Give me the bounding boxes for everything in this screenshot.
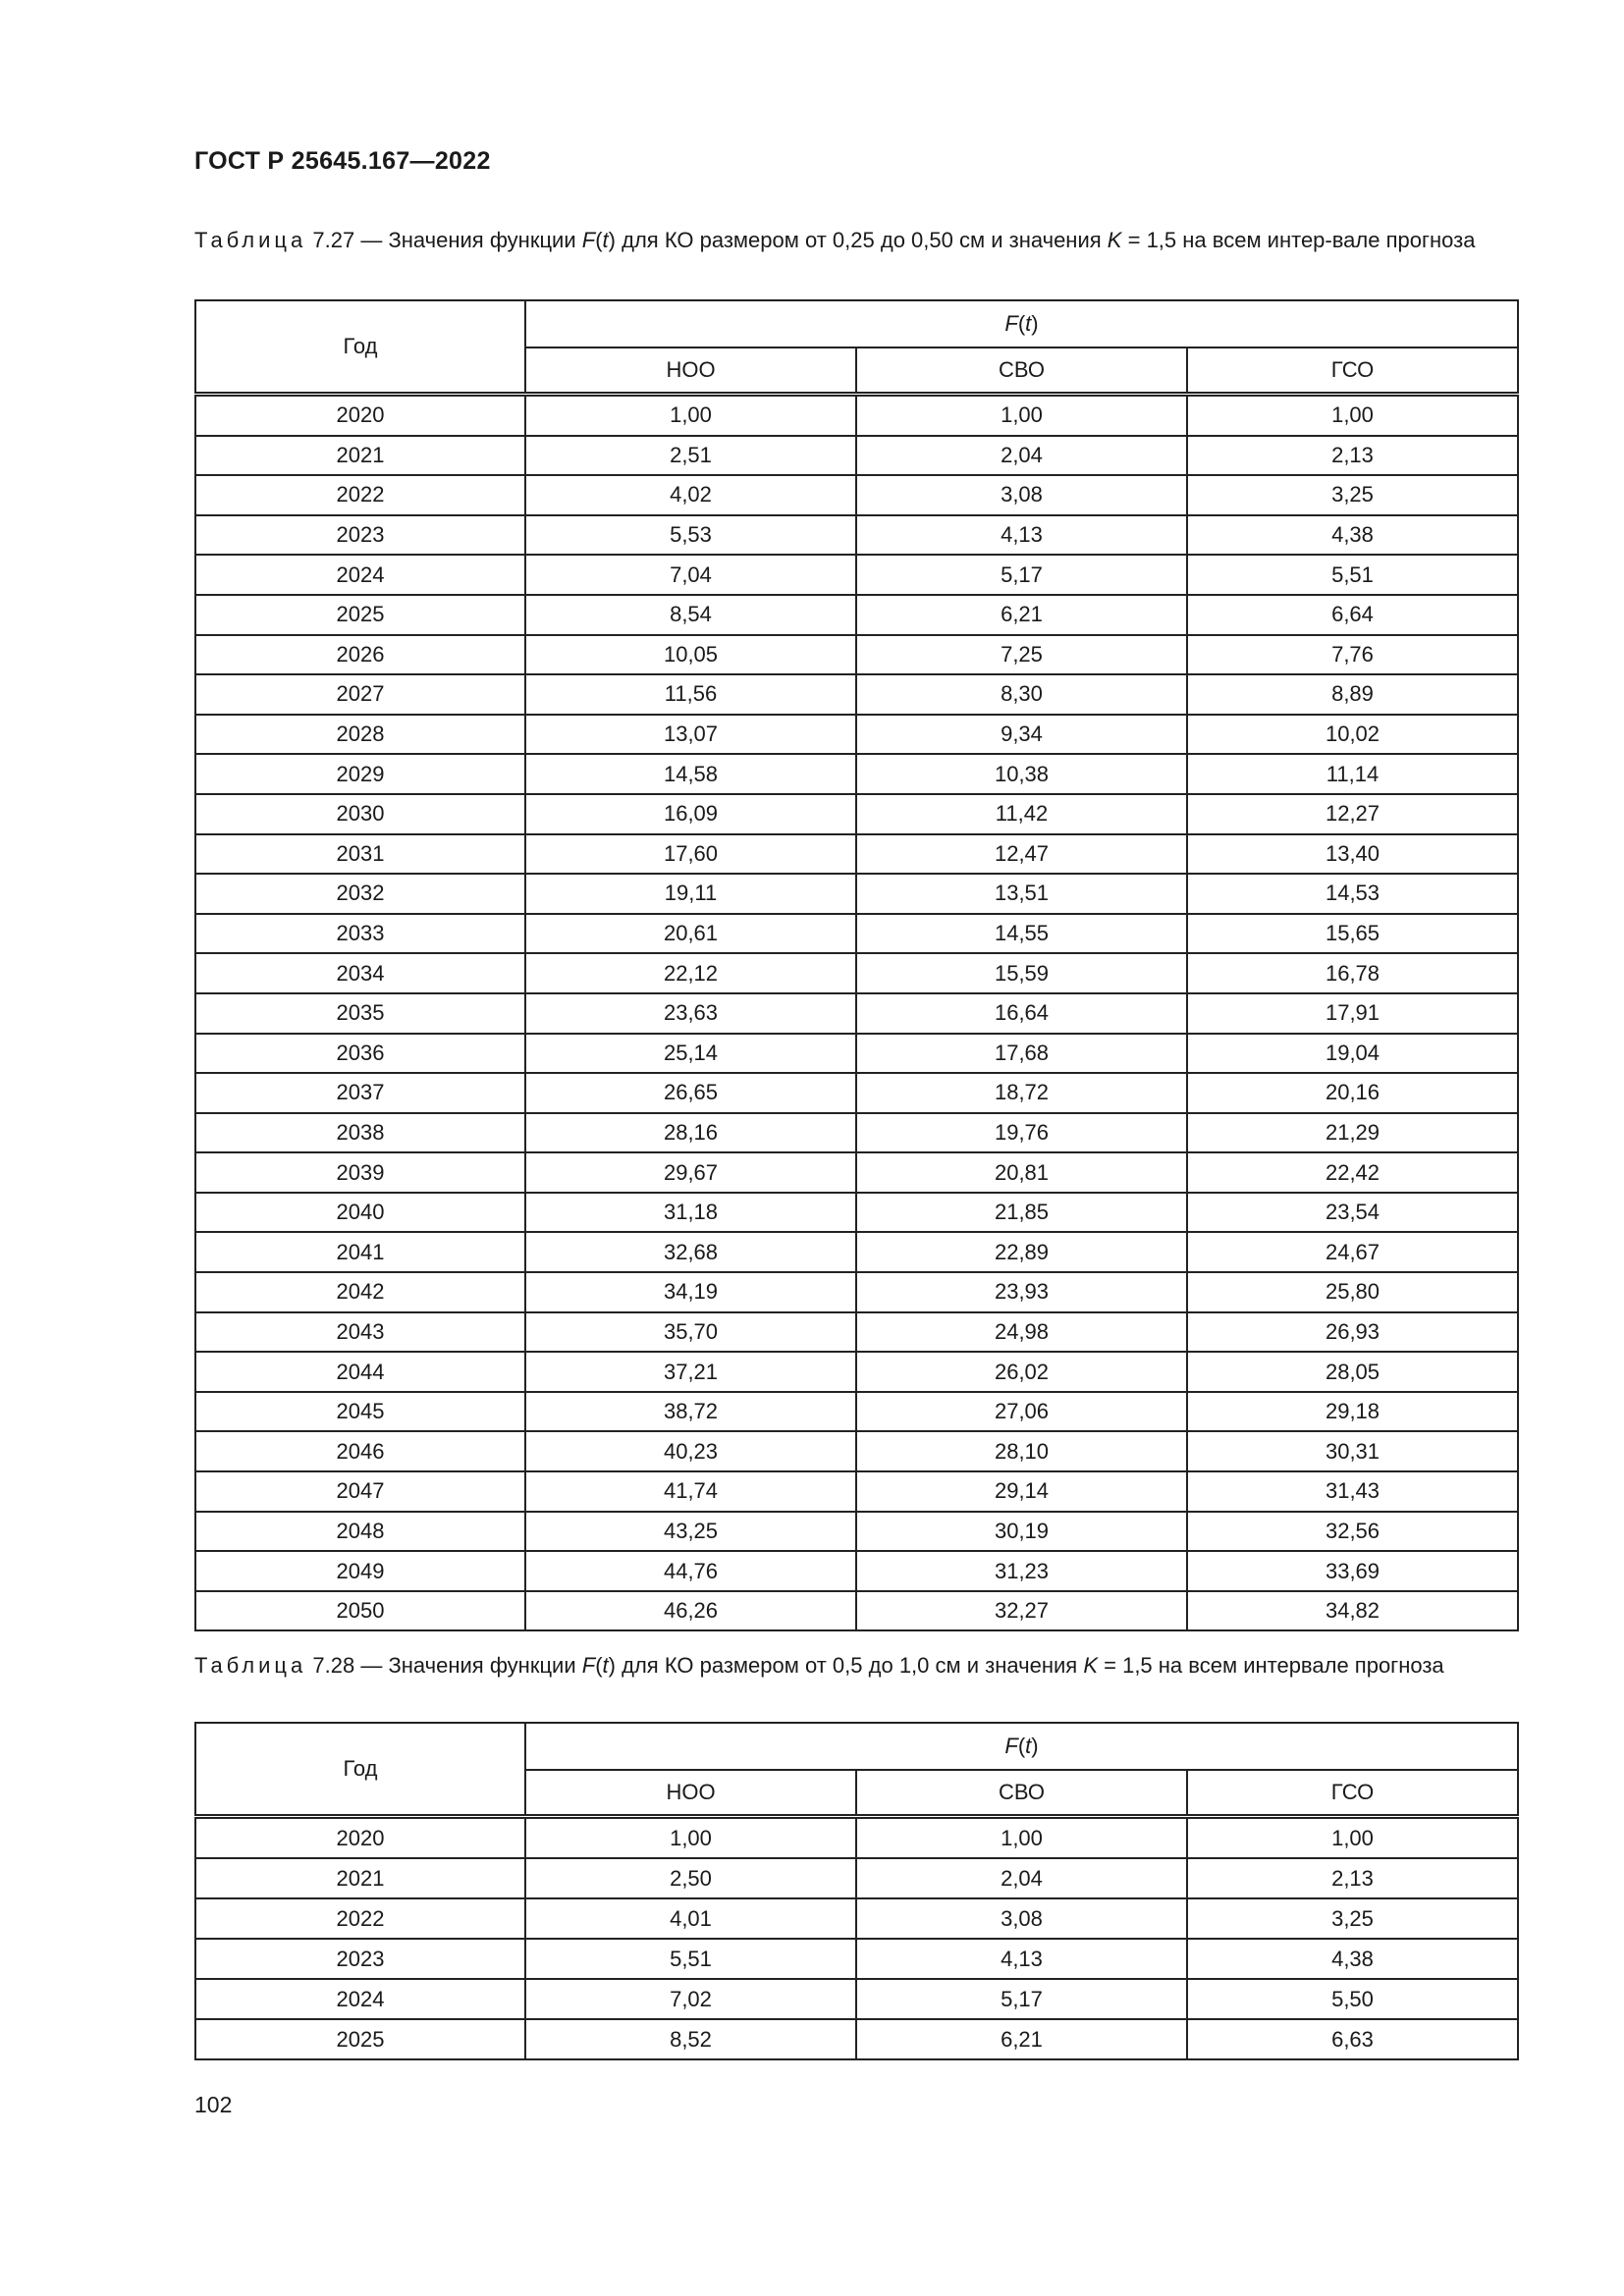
cell-noo: 31,18: [525, 1193, 856, 1233]
table-row: [195, 635, 1518, 675]
cell-svo: 23,93: [856, 1272, 1187, 1312]
cell-noo: 29,67: [525, 1152, 856, 1193]
cell-year: 2037: [195, 1073, 525, 1113]
table-row: [195, 1113, 1518, 1153]
cell-svo: 15,59: [856, 953, 1187, 993]
cell-gso: 12,27: [1187, 794, 1518, 834]
cell-noo: 4,01: [525, 1898, 856, 1939]
cell-svo: 10,38: [856, 754, 1187, 794]
table-row: [195, 1591, 1518, 1631]
cell-year: 2031: [195, 834, 525, 875]
cell-noo: 20,61: [525, 914, 856, 954]
cell-noo: 7,02: [525, 1979, 856, 2019]
cell-gso: 3,25: [1187, 1898, 1518, 1939]
cell-year: 2020: [195, 395, 525, 436]
cell-gso: 17,91: [1187, 993, 1518, 1034]
cell-svo: 28,10: [856, 1431, 1187, 1471]
table-row: [195, 1193, 1518, 1233]
cell-noo: 32,68: [525, 1232, 856, 1272]
table-row: [195, 2019, 1518, 2059]
cell-year: 2041: [195, 1232, 525, 1272]
table-caption: Таблица 7.27 — Значения функции F(t) для КО размером от 0,25 до 0,50 см и значения K = 1,5 на всем интер-вале прогноза: [194, 228, 1476, 252]
cell-svo: 17,68: [856, 1034, 1187, 1074]
function-symbol: F: [581, 1653, 596, 1678]
cell-svo: 12,47: [856, 834, 1187, 875]
table-row: [195, 674, 1518, 715]
cell-year: 2022: [195, 1898, 525, 1939]
cell-noo: 5,51: [525, 1939, 856, 1979]
cell-gso: 7,76: [1187, 635, 1518, 675]
document-header: ГОСТ Р 25645.167—2022: [194, 147, 491, 175]
cell-svo: 5,17: [856, 555, 1187, 595]
table-row: [195, 1431, 1518, 1471]
cell-svo: 14,55: [856, 914, 1187, 954]
cell-noo: 37,21: [525, 1352, 856, 1392]
cell-gso: 23,54: [1187, 1193, 1518, 1233]
table-row: [195, 595, 1518, 635]
cell-noo: 28,16: [525, 1113, 856, 1153]
cell-svo: 21,85: [856, 1193, 1187, 1233]
cell-gso: 34,82: [1187, 1591, 1518, 1631]
cell-svo: 4,13: [856, 515, 1187, 556]
cell-year: 2028: [195, 715, 525, 755]
cell-svo: 19,76: [856, 1113, 1187, 1153]
function-symbol: F: [1004, 1734, 1018, 1758]
table-number: 7.28: [312, 1653, 355, 1678]
cell-gso: 26,93: [1187, 1312, 1518, 1353]
table-caption: Таблица 7.28 — Значения функции F(t) для КО размером от 0,5 до 1,0 см и значения K = 1,5 на всем интервале прогноза: [194, 1653, 1444, 1678]
table-row: [195, 1232, 1518, 1272]
cell-year: 2040: [195, 1193, 525, 1233]
table-row: [195, 874, 1518, 914]
cell-year: 2027: [195, 674, 525, 715]
cell-year: 2032: [195, 874, 525, 914]
cell-svo: 2,04: [856, 436, 1187, 476]
cell-year: 2043: [195, 1312, 525, 1353]
table-row: [195, 953, 1518, 993]
cell-svo: 29,14: [856, 1471, 1187, 1512]
cell-year: 2023: [195, 515, 525, 556]
caption-text: Значения функции: [388, 228, 576, 252]
table-row: [195, 395, 1518, 436]
cell-year: 2047: [195, 1471, 525, 1512]
cell-gso: 8,89: [1187, 674, 1518, 715]
column-header-year: Год: [195, 1723, 525, 1817]
cell-year: 2020: [195, 1817, 525, 1859]
cell-noo: 44,76: [525, 1551, 856, 1591]
table-number: 7.27: [312, 228, 355, 252]
cell-gso: 28,05: [1187, 1352, 1518, 1392]
cell-year: 2035: [195, 993, 525, 1034]
cell-gso: 30,31: [1187, 1431, 1518, 1471]
cell-gso: 1,00: [1187, 1817, 1518, 1859]
cell-noo: 34,19: [525, 1272, 856, 1312]
function-arg: t: [602, 228, 609, 252]
cell-year: 2022: [195, 475, 525, 515]
cell-year: 2023: [195, 1939, 525, 1979]
cell-year: 2025: [195, 595, 525, 635]
cell-svo: 1,00: [856, 395, 1187, 436]
cell-gso: 10,02: [1187, 715, 1518, 755]
table-label: Таблица: [194, 228, 307, 252]
cell-year: 2049: [195, 1551, 525, 1591]
cell-gso: 19,04: [1187, 1034, 1518, 1074]
column-header-gso: ГСО: [1187, 347, 1518, 395]
cell-year: 2021: [195, 1858, 525, 1898]
table-row: [195, 1817, 1518, 1859]
cell-year: 2048: [195, 1512, 525, 1552]
cell-noo: 23,63: [525, 993, 856, 1034]
cell-noo: 1,00: [525, 395, 856, 436]
cell-year: 2050: [195, 1591, 525, 1631]
table-row: [195, 1352, 1518, 1392]
cell-gso: 14,53: [1187, 874, 1518, 914]
cell-svo: 7,25: [856, 635, 1187, 675]
table-row: [195, 1034, 1518, 1074]
cell-noo: 2,50: [525, 1858, 856, 1898]
cell-noo: 4,02: [525, 475, 856, 515]
table-label: Таблица: [194, 1653, 307, 1678]
cell-year: 2021: [195, 436, 525, 476]
function-arg: t: [1025, 1734, 1032, 1758]
cell-gso: 6,63: [1187, 2019, 1518, 2059]
caption-text: = 1,5 на всем интер-вале прогноза: [1127, 228, 1476, 252]
cell-year: 2038: [195, 1113, 525, 1153]
cell-gso: 31,43: [1187, 1471, 1518, 1512]
table-row: [195, 1152, 1518, 1193]
column-group-header: F(t): [525, 300, 1518, 347]
cell-gso: 15,65: [1187, 914, 1518, 954]
cell-noo: 17,60: [525, 834, 856, 875]
cell-noo: 8,54: [525, 595, 856, 635]
cell-svo: 22,89: [856, 1232, 1187, 1272]
cell-gso: 22,42: [1187, 1152, 1518, 1193]
function-arg: t: [1025, 311, 1032, 336]
cell-gso: 13,40: [1187, 834, 1518, 875]
cell-noo: 16,09: [525, 794, 856, 834]
table-row: [195, 1073, 1518, 1113]
table-row: [195, 1858, 1518, 1898]
table-row: [195, 715, 1518, 755]
cell-svo: 27,06: [856, 1392, 1187, 1432]
caption-text: для КО размером от 0,25 до 0,50 см и значения: [622, 228, 1102, 252]
function-arg: t: [602, 1653, 609, 1678]
cell-gso: 1,00: [1187, 395, 1518, 436]
cell-noo: 11,56: [525, 674, 856, 715]
cell-noo: 22,12: [525, 953, 856, 993]
caption-dash: —: [360, 228, 383, 252]
table-row: [195, 1551, 1518, 1591]
page-number: 102: [194, 2092, 233, 2117]
cell-year: 2024: [195, 555, 525, 595]
data-table: [194, 1722, 1519, 2060]
cell-gso: 3,25: [1187, 475, 1518, 515]
cell-gso: 5,51: [1187, 555, 1518, 595]
table-row: [195, 914, 1518, 954]
column-header-year: Год: [195, 300, 525, 395]
cell-year: 2044: [195, 1352, 525, 1392]
table-row: [195, 794, 1518, 834]
cell-svo: 6,21: [856, 595, 1187, 635]
cell-gso: 24,67: [1187, 1232, 1518, 1272]
column-group-header: F(t): [525, 1723, 1518, 1770]
table-row: [195, 515, 1518, 556]
table-row: [195, 1898, 1518, 1939]
column-header-gso: ГСО: [1187, 1770, 1518, 1817]
cell-noo: 19,11: [525, 874, 856, 914]
cell-year: 2045: [195, 1392, 525, 1432]
table-row: [195, 555, 1518, 595]
k-symbol: K: [1107, 228, 1122, 252]
cell-year: 2033: [195, 914, 525, 954]
cell-noo: 26,65: [525, 1073, 856, 1113]
cell-year: 2026: [195, 635, 525, 675]
table-row: [195, 475, 1518, 515]
column-header-svo: СВО: [856, 1770, 1187, 1817]
cell-year: 2024: [195, 1979, 525, 2019]
cell-noo: 35,70: [525, 1312, 856, 1353]
caption-text: = 1,5 на всем интервале прогноза: [1104, 1653, 1444, 1678]
cell-noo: 8,52: [525, 2019, 856, 2059]
cell-svo: 18,72: [856, 1073, 1187, 1113]
cell-year: 2030: [195, 794, 525, 834]
cell-gso: 6,64: [1187, 595, 1518, 635]
cell-year: 2036: [195, 1034, 525, 1074]
cell-gso: 5,50: [1187, 1979, 1518, 2019]
table-row: [195, 1979, 1518, 2019]
cell-year: 2039: [195, 1152, 525, 1193]
cell-svo: 6,21: [856, 2019, 1187, 2059]
cell-noo: 14,58: [525, 754, 856, 794]
table-row: [195, 1312, 1518, 1353]
cell-svo: 13,51: [856, 874, 1187, 914]
cell-svo: 4,13: [856, 1939, 1187, 1979]
table-row: [195, 1939, 1518, 1979]
cell-noo: 41,74: [525, 1471, 856, 1512]
table-row: [195, 1471, 1518, 1512]
cell-noo: 40,23: [525, 1431, 856, 1471]
cell-noo: 1,00: [525, 1817, 856, 1859]
table-row: [195, 1392, 1518, 1432]
caption-text: Значения функции: [388, 1653, 576, 1678]
cell-gso: 2,13: [1187, 1858, 1518, 1898]
table-row: [195, 436, 1518, 476]
table-row: [195, 754, 1518, 794]
cell-svo: 8,30: [856, 674, 1187, 715]
cell-gso: 21,29: [1187, 1113, 1518, 1153]
cell-gso: 4,38: [1187, 1939, 1518, 1979]
cell-svo: 24,98: [856, 1312, 1187, 1353]
cell-svo: 11,42: [856, 794, 1187, 834]
cell-svo: 2,04: [856, 1858, 1187, 1898]
cell-gso: 29,18: [1187, 1392, 1518, 1432]
table-row: [195, 1272, 1518, 1312]
cell-svo: 3,08: [856, 475, 1187, 515]
cell-gso: 16,78: [1187, 953, 1518, 993]
cell-gso: 25,80: [1187, 1272, 1518, 1312]
cell-noo: 25,14: [525, 1034, 856, 1074]
cell-svo: 5,17: [856, 1979, 1187, 2019]
cell-svo: 30,19: [856, 1512, 1187, 1552]
k-symbol: K: [1083, 1653, 1098, 1678]
column-header-noo: НОО: [525, 1770, 856, 1817]
data-table: [194, 299, 1519, 1631]
cell-svo: 3,08: [856, 1898, 1187, 1939]
cell-noo: 13,07: [525, 715, 856, 755]
cell-svo: 16,64: [856, 993, 1187, 1034]
cell-gso: 20,16: [1187, 1073, 1518, 1113]
cell-svo: 1,00: [856, 1817, 1187, 1859]
cell-year: 2025: [195, 2019, 525, 2059]
cell-year: 2029: [195, 754, 525, 794]
cell-svo: 31,23: [856, 1551, 1187, 1591]
cell-svo: 32,27: [856, 1591, 1187, 1631]
cell-noo: 7,04: [525, 555, 856, 595]
column-header-svo: СВО: [856, 347, 1187, 395]
cell-svo: 26,02: [856, 1352, 1187, 1392]
caption-text: для КО размером от 0,5 до 1,0 см и значения: [622, 1653, 1078, 1678]
caption-dash: —: [360, 1653, 383, 1678]
cell-year: 2046: [195, 1431, 525, 1471]
cell-year: 2034: [195, 953, 525, 993]
table-row: [195, 993, 1518, 1034]
cell-noo: 10,05: [525, 635, 856, 675]
function-symbol: F: [581, 228, 596, 252]
cell-gso: 33,69: [1187, 1551, 1518, 1591]
cell-svo: 9,34: [856, 715, 1187, 755]
column-header-noo: НОО: [525, 347, 856, 395]
cell-gso: 4,38: [1187, 515, 1518, 556]
cell-noo: 43,25: [525, 1512, 856, 1552]
table-row: [195, 834, 1518, 875]
cell-noo: 46,26: [525, 1591, 856, 1631]
cell-gso: 2,13: [1187, 436, 1518, 476]
cell-gso: 11,14: [1187, 754, 1518, 794]
cell-noo: 5,53: [525, 515, 856, 556]
cell-gso: 32,56: [1187, 1512, 1518, 1552]
cell-svo: 20,81: [856, 1152, 1187, 1193]
cell-noo: 2,51: [525, 436, 856, 476]
cell-year: 2042: [195, 1272, 525, 1312]
cell-noo: 38,72: [525, 1392, 856, 1432]
function-symbol: F: [1004, 311, 1018, 336]
table-row: [195, 1512, 1518, 1552]
